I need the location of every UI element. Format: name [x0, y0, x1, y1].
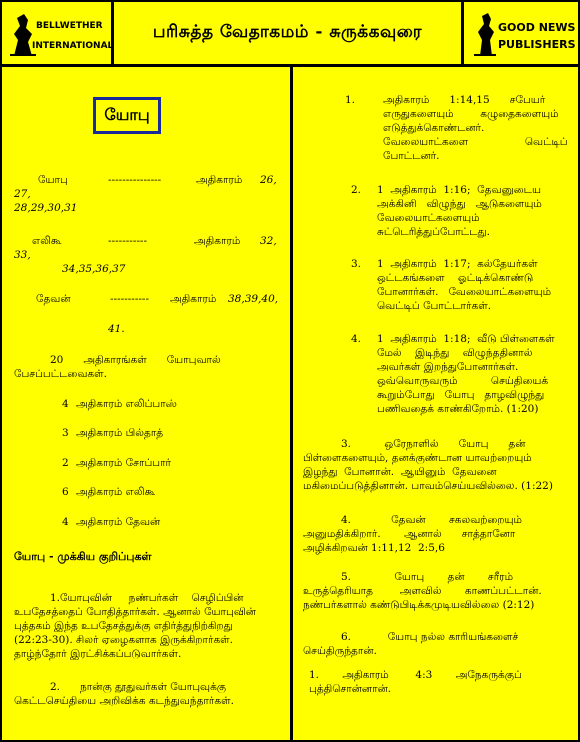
item-line: அவர்கள் இறந்துபோனார்கள்.	[377, 361, 519, 373]
speaker-name: எலிகூ	[32, 235, 62, 247]
speaker-chapters-label: அதிகாரம்	[194, 235, 241, 247]
note-line: உபதேசத்தைப் போதித்தார்கள். ஆனால் யோபுவின்	[14, 606, 256, 618]
summary-line: பேசப்பட்டவைகள்.	[14, 368, 107, 380]
item-line: ஒட்டகங்களை ஓட்டிக்கொண்டு	[377, 272, 534, 284]
item-number: 4.	[351, 333, 362, 345]
book-title: யோபு	[104, 105, 150, 124]
left-logo	[2, 2, 114, 64]
speaker-chapters-a: 38,39,40,	[228, 293, 279, 305]
notes-heading: யோபு - முக்கிய குறிப்புகள்	[14, 550, 152, 563]
summary-line: 20 அதிகாரங்கள் யோபுவால்	[50, 354, 221, 366]
note-line: கெட்டசெய்தியை அறிவிக்க கடந்துவந்தார்கள்.	[14, 695, 234, 707]
para-line: நண்பர்களால் கண்டுபிடிக்கமுடியவில்லை (2:12)	[303, 599, 535, 611]
chapter-item-text: அதிகாரம் சோப்பார்	[76, 457, 172, 469]
chapter-item-num: 4	[62, 398, 69, 410]
speaker-chapters-c: 34,35,36,37	[62, 263, 126, 275]
item-line: 1 அதிகாரம் 1:17; கல்தேயர்கள்	[377, 258, 538, 270]
item-line: வேலையாட்களை வெட்டிப்	[383, 136, 568, 148]
right-logo	[464, 2, 578, 64]
speaker-name: யோபு	[38, 174, 68, 186]
para-line: 1. அதிகாரம் 4:3 அநேகருக்குப்	[309, 669, 522, 681]
item-line: சுட்டெரித்துப்போட்டது.	[377, 226, 490, 238]
speaker-chapters-label: அதிகாரம்	[196, 174, 243, 186]
chapter-item-num: 6	[62, 486, 69, 498]
header-title: பரிசுத்த வேதாகமம் - சுருக்கவுரை	[152, 22, 423, 42]
para-line: இழந்து போனான். ஆயினும் தேவனை	[303, 466, 497, 478]
chapter-item-text: அதிகாரம் பில்தாத்	[76, 427, 164, 439]
item-number: 1.	[345, 94, 356, 106]
item-line: எருதுகளையும் கழுதைகளையும்	[383, 108, 559, 120]
left-logo-line2: INTERNATIONAL	[32, 41, 114, 51]
item-line: மேல் இடிந்து விழுந்ததினால்	[377, 347, 533, 359]
item-number: 3.	[351, 258, 362, 270]
note-line: தாழ்ந்தோர் இரட்சிக்கப்படுவார்கள்.	[14, 648, 182, 660]
speaker-chapters-b: 27,	[14, 188, 31, 200]
para-line: உருத்தெரியாத அளவில் காணப்பட்டான்.	[303, 585, 542, 597]
item-line: கூறும்போது யோபு தாழவிழுந்து	[377, 389, 545, 401]
good-news-logo-icon	[472, 10, 498, 58]
note-line: (22:23-30). சிலர் ஏழைகளாக இருக்கிறார்கள்.	[14, 634, 233, 646]
para-line: அழிக்கிறவன் 1:11,12 2:5,6	[303, 542, 445, 554]
speaker-chapters-b: 33,	[14, 249, 31, 261]
chapter-item-num: 2	[62, 457, 69, 469]
item-line: வேலையாட்களையும்	[377, 212, 480, 224]
right-logo-line2: PUBLISHERS	[498, 38, 576, 51]
speaker-chapters-c: 28,29,30,31	[14, 202, 78, 214]
item-line: பணிவதைக் காண்கிறோம். (1:20)	[377, 403, 539, 415]
chapter-item-text: அதிகாரம் எலிப்பாஸ்	[76, 398, 177, 410]
para-line: பிள்ளைகளையும், தனக்குண்டான யாவற்றையும்	[303, 452, 532, 464]
item-number: 2.	[351, 184, 362, 196]
chapter-item-text: அதிகாரம் தேவன்	[76, 516, 161, 528]
book-title-box	[93, 97, 161, 134]
speaker-name: தேவன்	[36, 293, 71, 305]
para-line: அனுமதிக்கிறார். ஆனால் சாத்தானோ	[303, 528, 516, 540]
note-line: 2. நான்கு தூதுவர்கள் யோபுவுக்கு	[50, 681, 227, 693]
item-line: போனார்கள். வேலையாட்களையும்	[377, 286, 552, 298]
item-line: அதிகாரம் 1:14,15 சபேயர்	[383, 94, 546, 106]
para-line: புத்திசொன்னான்.	[309, 683, 392, 695]
item-line: 1 அதிகாரம் 1:16; தேவனுடைய	[377, 184, 541, 196]
chapter-item-num: 4	[62, 516, 69, 528]
para-line: 4. தேவன் சகலவற்றையும்	[341, 514, 522, 526]
chapter-item-num: 3	[62, 427, 69, 439]
right-logo-line1: GOOD NEWS	[498, 21, 576, 34]
speaker-chapters-label: அதிகாரம்	[170, 293, 217, 305]
header	[2, 2, 578, 67]
item-line: வெட்டிப் போட்டார்கள்.	[377, 300, 492, 312]
speaker-dashes: -----------	[108, 235, 148, 247]
speaker-chapters-c: 41.	[108, 323, 125, 335]
right-column	[293, 67, 578, 742]
item-line: போட்டனர்.	[383, 150, 440, 162]
item-line: எடுத்துக்கொண்டனர்.	[383, 122, 485, 134]
item-line: அக்கினி விழுந்து ஆடுகளையும்	[377, 198, 542, 210]
item-line: 1 அதிகாரம் 1:18; வீடு பிள்ளைகள்	[377, 333, 555, 345]
para-line: 3. ஒரேநாளில் யோபு தன்	[341, 438, 526, 450]
item-line: ஒவ்வொருவரும் செய்தியைக்	[377, 375, 549, 387]
para-line: 6. யோபு நல்ல காரியங்களைச்	[341, 631, 519, 643]
header-title-cell	[114, 2, 464, 64]
para-line: செய்திருந்தான்.	[303, 645, 377, 657]
para-line: மகிமைப்படுத்தினான். பாவம்செய்யவில்லை. (1:22)	[303, 480, 553, 492]
note-line: 1.யோபுவின் நண்பர்கள் செழிப்பின்	[50, 592, 244, 604]
left-column	[2, 67, 290, 742]
speaker-chapters-a: 32,	[260, 235, 277, 247]
speaker-chapters-a: 26,	[260, 174, 277, 186]
speaker-dashes: ---------------	[108, 174, 162, 186]
left-logo-line1: BELLWETHER	[36, 21, 103, 31]
note-line: புத்தகம் இந்த உபதேசத்துக்கு எதிர்த்துநிற்கிறது	[14, 620, 233, 632]
para-line: 5. யோபு தன் சரீரம்	[341, 571, 514, 583]
chapter-item-text: அதிகாரம் எலிகூ	[76, 486, 156, 498]
speaker-dashes: -----------	[110, 293, 150, 305]
